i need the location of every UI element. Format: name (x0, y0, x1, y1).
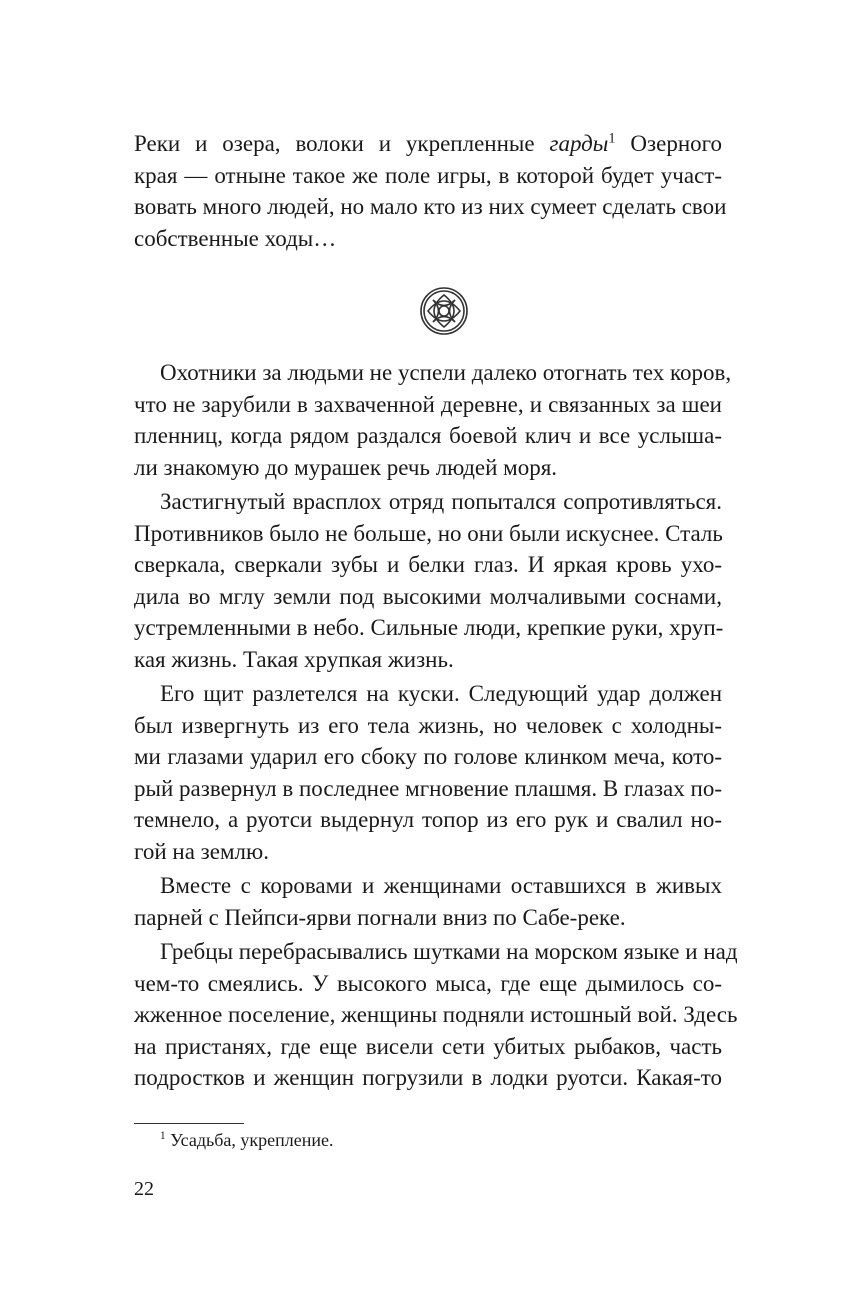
footnote-divider (134, 1123, 244, 1124)
text-line: рый развернул в последнее мгновение плашмя. В глазах по- (134, 775, 722, 801)
paragraph (134, 486, 722, 675)
text-line: что не зарубили в захваченной деревне, и связанных за шеи (134, 391, 722, 417)
text-line: Охотники за людьми не успели далеко отогнать тех коров, (160, 360, 732, 385)
text-line: края — отныне такое же поле игры, в которой будет участ- (134, 162, 722, 188)
celtic-knot-icon (418, 285, 470, 337)
text-line: жженное поселение, женщины подняли истошный вой. Здесь (134, 1002, 738, 1027)
footnote-number: 1 (160, 1130, 166, 1142)
text-line: Застигнутый врасплох отряд попытался сопротивляться. (160, 489, 722, 514)
text-line: ми глазами ударил его сбоку по голове клинком меча, кото- (134, 744, 722, 769)
footnote-text: Усадьба, укрепление. (170, 1130, 334, 1150)
section-intro (134, 128, 727, 254)
paragraph (134, 870, 722, 933)
text-line: устремленными в небо. Сильные люди, крепкие руки, хруп- (134, 615, 724, 640)
paragraph (134, 678, 722, 867)
page-number: 22 (134, 1178, 154, 1200)
text-line: кая жизнь. Такая хрупкая жизнь. (134, 646, 454, 672)
footnote-mark: 1 (608, 130, 616, 147)
text-line: дила во мглу земли под высокими молчаливыми соснами, (134, 583, 722, 609)
text-line: вовать много людей, но мало кто из них сумеет сделать свои (134, 194, 727, 219)
text-line: на пристанях, где еще висели сети убитых рыбаков, часть (134, 1033, 722, 1059)
text-line: чем-то смеялись. У высокого мыса, где еще дымилось со- (134, 970, 722, 996)
text-line: Вместе с коровами и женщинами оставшихся в живых (160, 873, 722, 898)
text-line: Его щит разлетелся на куски. Следующий удар должен (160, 681, 722, 706)
paragraph (134, 936, 738, 1094)
text-line: был извергнуть из его тела жизнь, но человек с холодны- (134, 712, 722, 738)
text-line: пленниц, когда рядом раздался боевой клич и все услыша- (134, 423, 722, 448)
text-line: парней с Пейпси-ярви погнали вниз по Сабе-реке. (134, 904, 626, 930)
text-line: подростков и женщин погрузили в лодки руотси. Какая-то (134, 1065, 722, 1090)
text-line: гой на землю. (134, 838, 269, 864)
text-line: ли знакомую до мурашек речь людей моря. (134, 454, 558, 480)
text-line: Гребцы перебрасывались шутками на морском языке и над (160, 939, 738, 964)
text-line: темнело, а руотси выдернул топор из его рук и свалил но- (134, 807, 722, 832)
footnote (160, 1128, 333, 1152)
paragraph (134, 357, 732, 483)
text-line: Реки и озера, волоки и укрепленные гарды$^1$ Озерного (134, 130, 722, 156)
main-text (134, 357, 738, 1094)
text-line: Противников было не больше, но они были искуснее. Сталь (134, 520, 723, 546)
italic-term: гарды (549, 131, 609, 156)
text-line: собственные ходы… (134, 225, 337, 251)
text-line: сверкала, сверкали зубы и белки глаз. И яркая кровь ухо- (134, 552, 722, 577)
